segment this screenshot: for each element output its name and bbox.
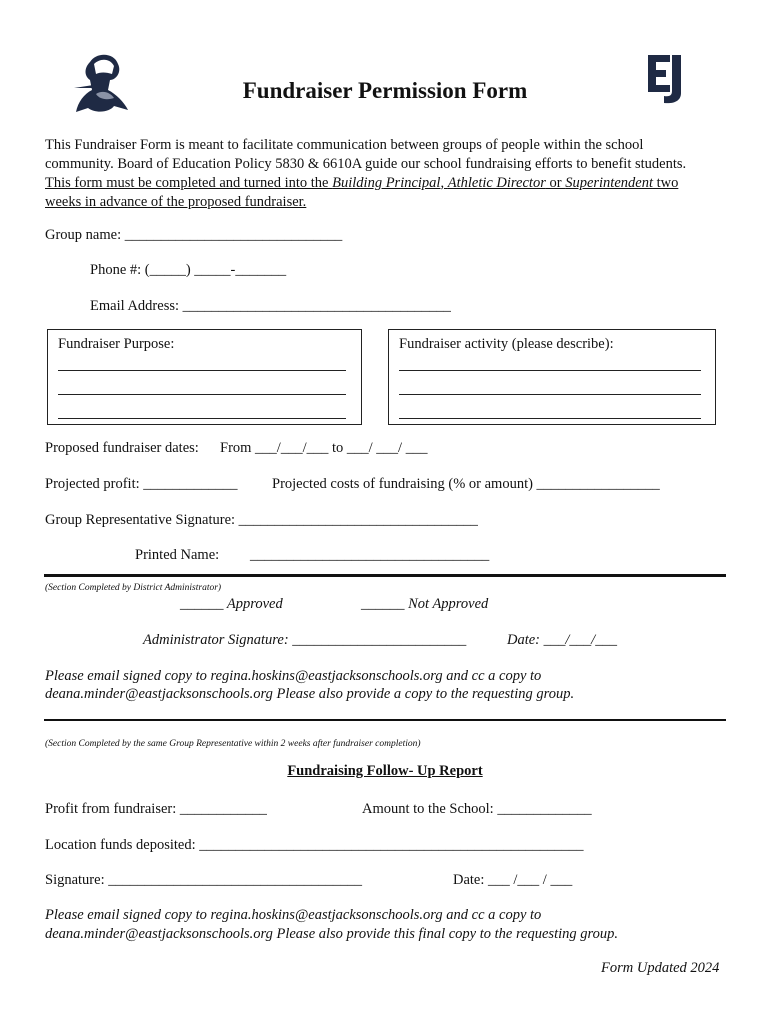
proposed-dates-field[interactable]: From ___/___/___ to ___/ ___/ ___ [220,440,428,456]
followup-email-line-1: Please email signed copy to regina.hoskins@eastjacksonschools.org and cc a copy to [45,907,542,923]
printed-name-field[interactable]: _________________________________ [250,547,490,563]
location-funds-field[interactable]: Location funds deposited: _____________________________________________________ [45,837,584,853]
admin-email-line-1: Please email signed copy to regina.hoskins@eastjacksonschools.org and cc a copy to [45,668,542,684]
approved-option[interactable]: ______ Approved [180,596,283,612]
profit-from-fundraiser-field[interactable]: Profit from fundraiser: ____________ [45,801,267,817]
section-divider [44,574,726,577]
followup-section-note: (Section Completed by the same Group Representative within 2 weeks after fundraiser completion) [45,739,421,749]
representative-signature-field[interactable]: Group Representative Signature: _________________________________ [45,512,478,528]
projected-costs-field[interactable]: Projected costs of fundraising (% or amount) _________________ [272,476,660,492]
not-approved-option[interactable]: ______ Not Approved [361,596,489,612]
fundraiser-purpose-box[interactable] [47,329,362,425]
administrator-date-field[interactable]: Date: ___/___/___ [507,632,617,648]
group-name-field[interactable]: Group name: ______________________________ [45,227,343,243]
administrator-signature-field[interactable]: Administrator Signature: ________________________ [143,632,467,648]
followup-signature-field[interactable]: Signature: ___________________________________ [45,872,362,888]
purpose-line-1 [58,370,346,371]
activity-line-1 [399,370,701,371]
page-title: Fundraiser Permission Form [242,78,528,103]
followup-date-field[interactable]: Date: ___ /___ / ___ [453,872,573,888]
projected-profit-field[interactable]: Projected profit: _____________ [45,476,238,492]
intro-line-1: This Fundraiser Form is meant to facilitate communication between groups of people within the school [45,137,644,153]
amount-to-school-field[interactable]: Amount to the School: _____________ [362,801,592,817]
fundraiser-activity-label: Fundraiser activity (please describe): [399,336,614,352]
activity-line-3 [399,418,701,419]
intro-line-3: This form must be completed and turned into the Building Principal, Athletic Director or Superintendent two [45,175,679,191]
intro-paragraph [45,136,735,212]
phone-field[interactable]: Phone #: (_____) _____-_______ [90,262,287,278]
admin-section-note: (Section Completed by District Administrator) [45,583,222,593]
activity-line-2 [399,394,701,395]
followup-email-line-2: deana.minder@eastjacksonschools.org Please also provide this final copy to the requesting group. [45,926,618,942]
admin-email-line-2: deana.minder@eastjacksonschools.org Please also provide a copy to the requesting group. [45,686,575,702]
form-updated-note: Form Updated 2024 [601,960,720,976]
email-address-field[interactable]: Email Address: _____________________________________ [90,298,451,314]
intro-line-4: weeks in advance of the proposed fundraiser. [45,194,307,210]
proposed-dates-label: Proposed fundraiser dates: [45,440,199,456]
section-divider-2 [44,719,726,721]
purpose-line-3 [58,418,346,419]
followup-heading: Fundraising Follow- Up Report [287,763,483,779]
printed-name-label: Printed Name: [135,547,220,563]
fundraiser-purpose-label: Fundraiser Purpose: [58,336,175,352]
purpose-line-2 [58,394,346,395]
fundraiser-activity-box[interactable] [388,329,716,425]
intro-line-2: community. Board of Education Policy 5830 & 6610A guide our school fundraising efforts to benefit students. [45,156,687,172]
